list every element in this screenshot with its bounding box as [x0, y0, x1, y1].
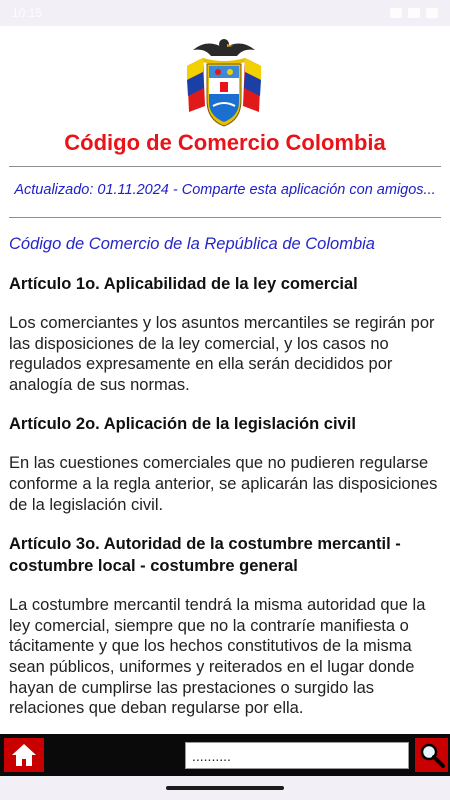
status-icons	[390, 8, 438, 18]
update-notice-link[interactable]: Actualizado: 01.11.2024 - Comparte esta aplicación con amigos...	[14, 182, 436, 198]
system-navigation-bar	[0, 776, 450, 800]
magnifier-icon	[418, 741, 446, 769]
divider	[9, 166, 441, 167]
home-gesture-handle[interactable]	[166, 786, 284, 790]
coat-of-arms-icon	[183, 36, 265, 132]
search-button[interactable]	[415, 738, 448, 772]
article-body: La costumbre mercantil tendrá la misma autoridad que la ley comercial, siempre que no la contraríe manifiesta o tácitamente y que los hechos constitutivos de la misma sean públicos, uniformes y reiterados en el lugar donde hayan de cumplirse las prestaciones o surgido las relaciones que deban regularse por ella.	[9, 596, 426, 718]
article-title: Artículo 3o. Autoridad de la costumbre mercantil - costumbre local - costumbre general	[9, 535, 401, 576]
wifi-icon	[390, 8, 402, 18]
home-icon	[10, 742, 38, 768]
page-title: Código de Comercio Colombia	[64, 130, 386, 155]
battery-icon	[426, 8, 438, 18]
main-content[interactable]	[0, 26, 450, 734]
document-text	[9, 233, 441, 775]
signal-icon	[408, 8, 420, 18]
divider	[9, 217, 441, 218]
status-time: 10:15	[12, 6, 43, 20]
home-button[interactable]	[4, 738, 44, 772]
document-intro: Código de Comercio de la República de Colombia	[9, 235, 375, 253]
status-bar	[0, 0, 450, 26]
article-title: Artículo 1o. Aplicabilidad de la ley comercial	[9, 275, 358, 293]
search-input[interactable]	[185, 742, 409, 769]
article-body: Los comerciantes y los asuntos mercantiles se regirán por las disposiciones de la ley comercial, y los casos no regulados expresamente en ella serán decididos por analogía de sus normas.	[9, 314, 435, 394]
bottom-toolbar	[0, 734, 450, 776]
article-body: En las cuestiones comerciales que no pudieren regularse conforme a la regla anterior, se aplicarán las disposiciones de la legislación civil.	[9, 454, 438, 514]
article-title: Artículo 2o. Aplicación de la legislación civil	[9, 415, 356, 434]
